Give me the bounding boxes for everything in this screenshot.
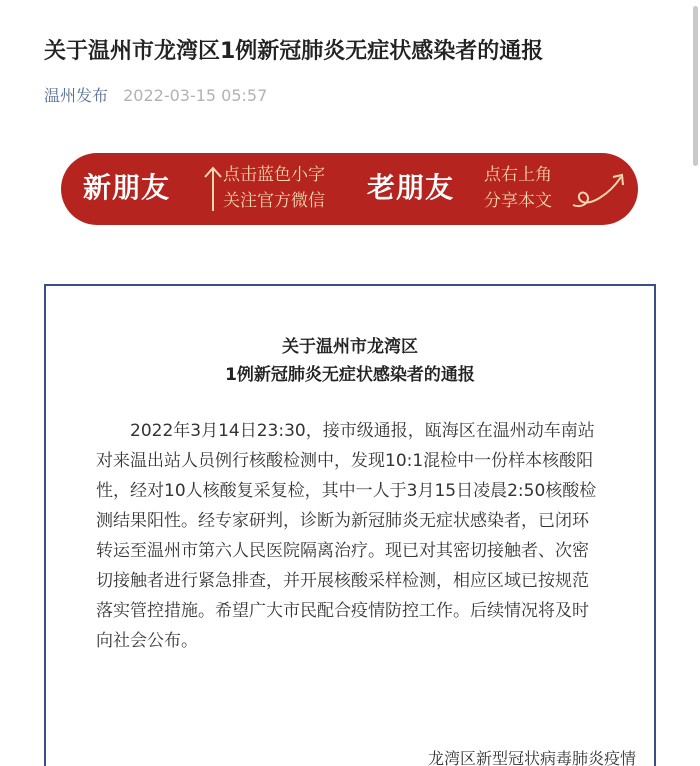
scrollbar-thumb[interactable]: [693, 6, 698, 166]
follow-share-banner: [61, 153, 638, 225]
share-arrow-icon: [569, 165, 629, 211]
publish-date: 2022-03-15 05:57: [123, 86, 268, 105]
notice-signature: 龙湾区新型冠状病毒肺炎疫情: [427, 749, 636, 766]
notice-title-line1: 关于温州市龙湾区: [282, 337, 418, 357]
arrow-up-icon: [201, 165, 225, 213]
source-link[interactable]: 温州发布: [44, 86, 109, 105]
notice-title-line2: 1例新冠肺炎无症状感染者的通报: [225, 365, 475, 385]
notice-body: [96, 416, 606, 656]
body-line: 落实管控措施。希望广大市民配合疫情防控工作。后续情况将及时: [96, 601, 589, 621]
body-line: 对来温出站人员例行核酸检测中，发现10:1混检中一份样本核酸阳: [96, 451, 594, 471]
new-friend-hint-1: 点击蓝色小字: [223, 165, 325, 185]
new-friend-hint-2: 关注官方微信: [223, 191, 325, 211]
body-line: 测结果阳性。经专家研判，诊断为新冠肺炎无症状感染者，已闭环: [96, 511, 589, 531]
new-friend-label: 新朋友: [83, 171, 171, 204]
old-friend-label: 老朋友: [367, 171, 455, 204]
article-title: 关于温州市龙湾区1例新冠肺炎无症状感染者的通报: [44, 39, 544, 64]
body-line: 性，经对10人核酸复采复检，其中一人于3月15日凌晨2:50核酸检: [96, 481, 597, 501]
scrollbar[interactable]: [692, 0, 698, 766]
notice-box: [44, 284, 656, 766]
body-line: 切接触者进行紧急排查，并开展核酸采样检测，相应区域已按规范: [96, 571, 589, 591]
old-friend-hint-2: 分享本文: [484, 191, 552, 211]
body-line: 2022年3月14日23:30，接市级通报，瓯海区在温州动车南站: [96, 421, 595, 441]
body-line: 转运至温州市第六人民医院隔离治疗。现已对其密切接触者、次密: [96, 541, 589, 561]
article-meta: [44, 85, 267, 107]
old-friend-hint-1: 点右上角: [484, 165, 552, 185]
body-line: 向社会公布。: [96, 631, 198, 651]
